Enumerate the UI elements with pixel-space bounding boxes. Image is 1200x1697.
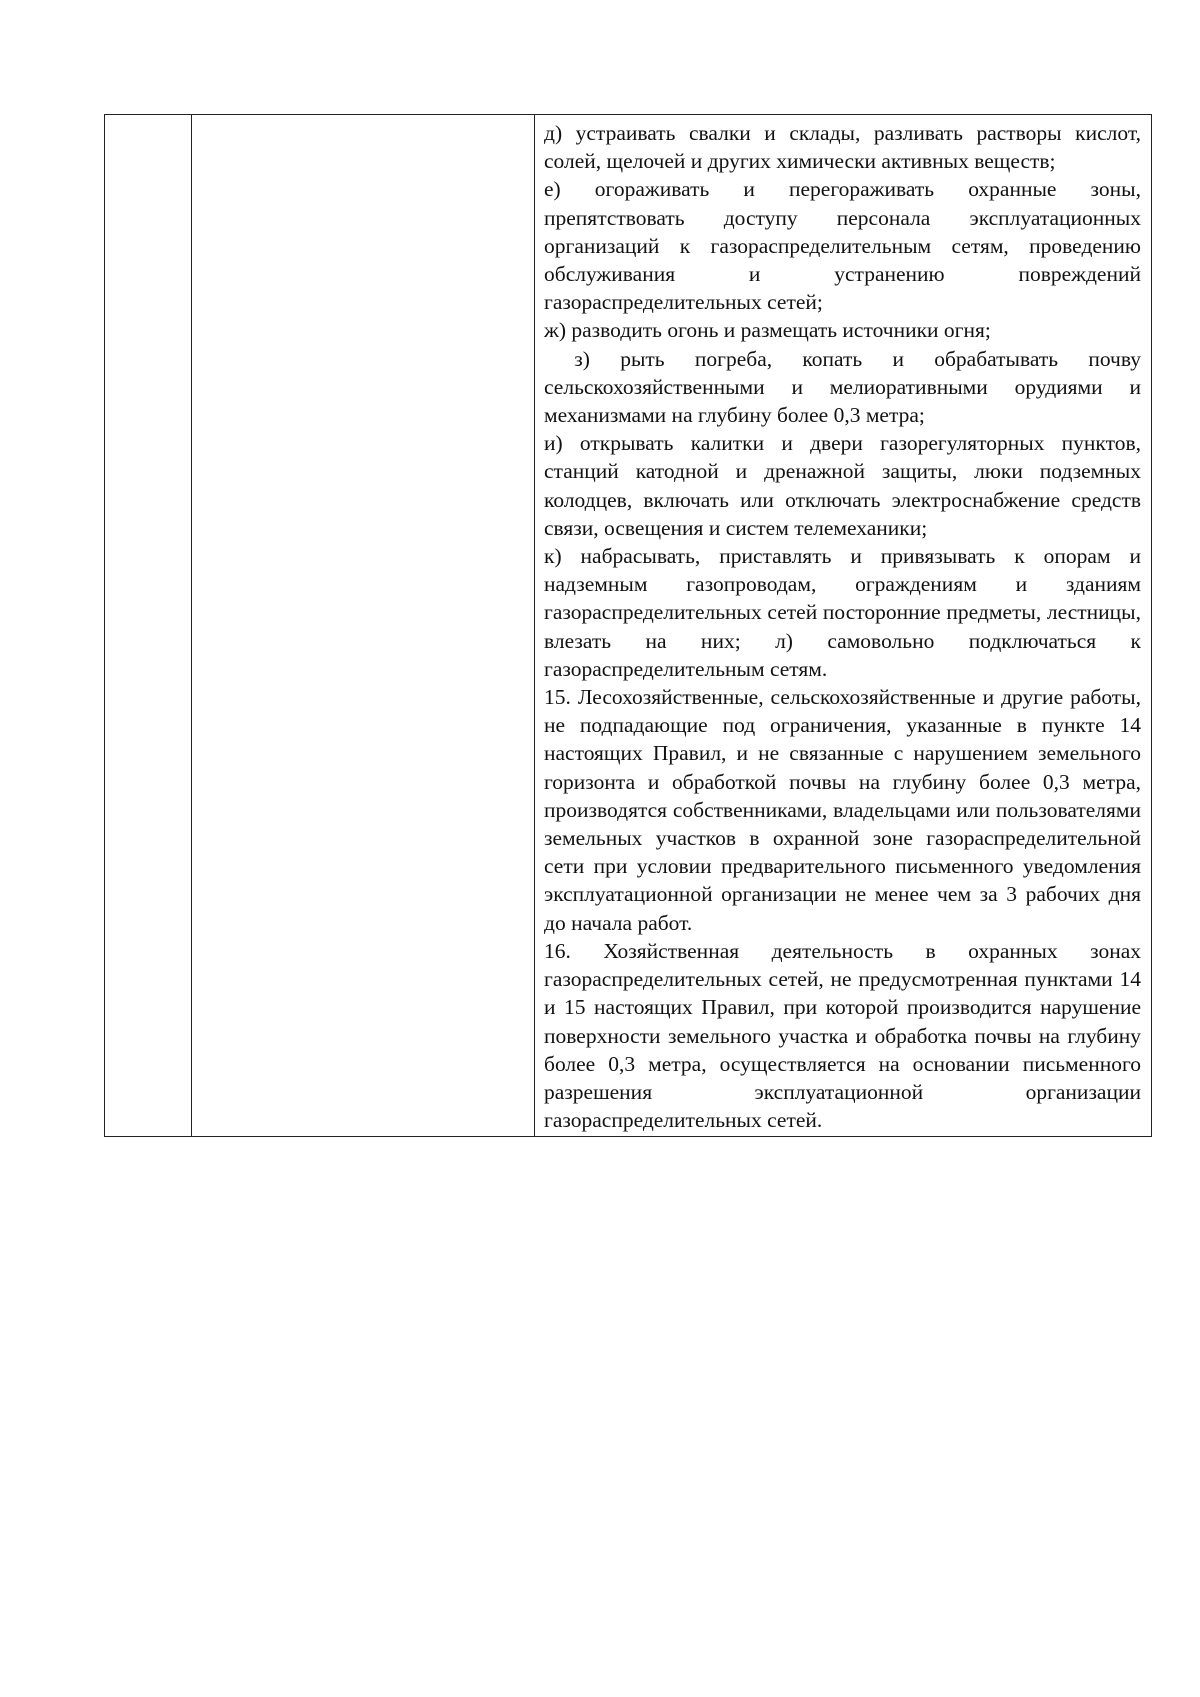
content-cell xyxy=(535,115,1152,1137)
paragraph-e: е) огораживать и перегораживать охранные зоны, препятствовать доступу персонала эксплуатационных организаций к газораспределительным сетям, проведению обслуживания и устранению повреждений газораспределительных сетей; xyxy=(544,177,1141,315)
paragraph-i: и) открывать калитки и двери газорегуляторных пунктов, станций катодной и дренажной защиты, люки подземных колодцев, включать или отключать электроснабжение средств связи, освещения и систем телемеханики; xyxy=(544,431,1141,540)
table-row xyxy=(105,115,1152,1137)
paragraph-16: 16. Хозяйственная деятельность в охранных зонах газораспределительных сетей, не предусмотренная пунктами 14 и 15 настоящих Правил, при которой производится нарушение поверхности земельного участка и обработка почвы на глубину более 0,3 метра, осуществляется на основании письменного разрешения эксплуатационной организации газораспределительных сетей. xyxy=(544,938,1141,1133)
paragraph-15: 15. Лесохозяйственные, сельскохозяйственные и другие работы, не подпадающие под ограничения, указанные в пункте 14 настоящих Правил, и не связанные с нарушением земельного горизонта и обработкой почвы на глубину более 0,3 метра, производятся собственниками, владельцами или пользователями земельных участков в охранной зоне газораспределительной сети при условии предварительного письменного уведомления эксплуатационной организации не менее чем за 3 рабочих дня до начала работ. xyxy=(544,685,1141,935)
paragraph-zh: ж) разводить огонь и размещать источники огня; xyxy=(544,318,991,343)
paragraph-k-l: к) набрасывать, приставлять и привязывать к опорам и надземным газопроводам, ограждениям и зданиям газораспределительных сетей посторонние предметы, лестницы, влезать на них; л) самовольно подключаться к газораспределительным сетям. xyxy=(544,544,1141,681)
number-cell xyxy=(105,115,192,1137)
paragraph-d: д) устраивать свалки и склады, разливать растворы кислот, солей, щелочей и других химически активных веществ; xyxy=(544,121,1141,174)
content-text xyxy=(535,115,1151,1136)
paragraph-z: з) рыть погреба, копать и обрабатывать почву сельскохозяйственными и мелиоративными орудиями и механизмами на глубину более 0,3 метра; xyxy=(544,346,1147,428)
title-cell xyxy=(192,115,535,1137)
document-table xyxy=(104,114,1152,1137)
